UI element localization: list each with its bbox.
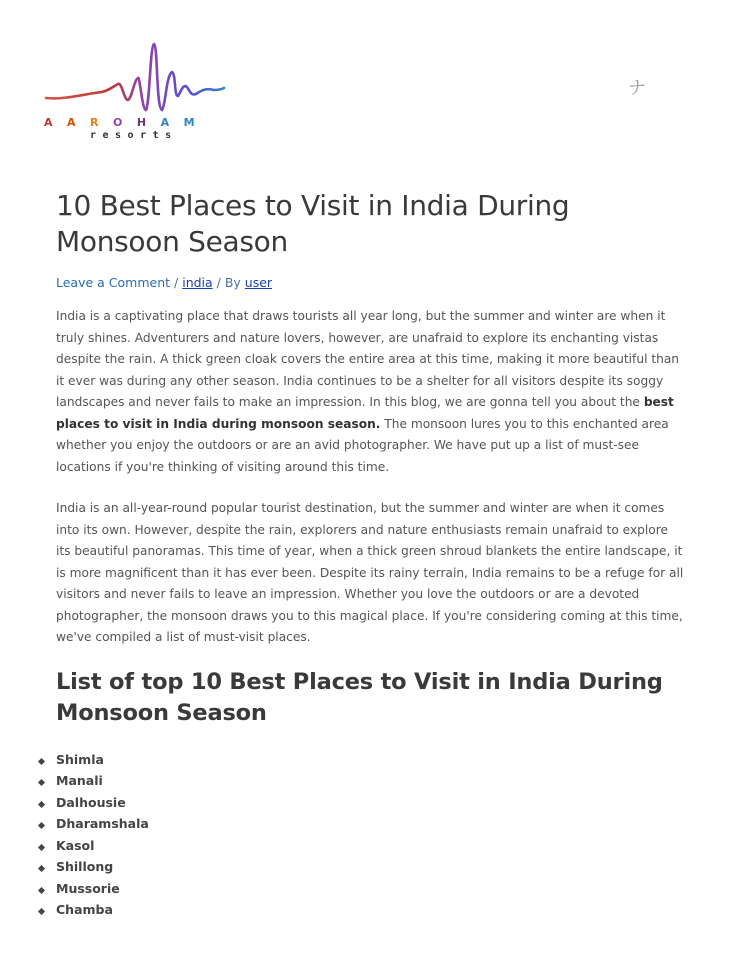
intro-paragraph: India is a captivating place that draws tourists all year long, but the summer and winter are when it truly shines. Adventurers and nature lovers, however, are unafraid to explore its enchanting vistas despite the rain. A thick green cloak covers the entire area at this time, making it more beautiful than it ever was during any other season. India continues to be a shelter for all visitors despite its soggy landscapes and never fails to make an impression. In this blog, we are gonna tell you about the best places to visit in India during monsoon season. The monsoon lures you to this enchanted area whether you enjoy the outdoors or are an avid photographer. We have put up a list of must-see locations if you're thinking of visiting around this time.: [56, 309, 680, 474]
bullet-icon: [38, 843, 45, 850]
list-item: Manali: [56, 770, 686, 792]
list-item: Chamba: [56, 899, 686, 921]
site-header: [0, 0, 741, 170]
author-link[interactable]: user: [244, 275, 273, 290]
logo-wordmark: AAROHAM: [44, 116, 210, 129]
leave-comment-link[interactable]: Leave a Comment: [56, 275, 171, 290]
aaroham-logo[interactable]: [44, 40, 226, 144]
list-heading: List of top 10 Best Places to Visit in India During Monsoon Season: [56, 668, 663, 726]
bullet-icon: [38, 886, 45, 893]
list-item: Dalhousie: [56, 792, 686, 814]
page-title: 10 Best Places to Visit in India During Monsoon Season: [56, 189, 570, 258]
menu-toggle-icon[interactable]: ナ: [628, 78, 646, 99]
meta-separator: /: [170, 275, 183, 290]
category-link[interactable]: india: [182, 275, 213, 290]
bullet-icon: [38, 757, 45, 764]
intro-emphasis: best places to visit in India during monsoon season.: [56, 395, 674, 431]
list-item: Dharamshala: [56, 813, 686, 835]
logo-wave-graphic: [44, 40, 226, 116]
bullet-icon: [38, 822, 45, 829]
logo-subtitle: resorts: [90, 130, 178, 141]
second-paragraph: India is an all-year-round popular tourist destination, but the summer and winter are when it comes into its own. However, despite the rain, explorers and nature enthusiasts remain unafraid to explore its beautiful panoramas. This time of year, when a thick green shroud blankets the entire landscape, it is more magnificent than it has ever been. Despite its rainy terrain, India remains to be a refuge for all visitors and never fails to leave an impression. Whether you love the outdoors or are a devoted photographer, the monsoon draws you to this magical place. If you're considering coming at this time, we've compiled a list of must-visit places.: [56, 501, 684, 644]
list-item: Shimla: [56, 749, 686, 771]
bullet-icon: [38, 800, 45, 807]
article-content: [56, 188, 686, 921]
meta-by: / By: [212, 275, 245, 290]
post-meta: [56, 274, 686, 292]
list-item: Kasol: [56, 835, 686, 857]
places-list: [56, 749, 686, 921]
bullet-icon: [38, 865, 45, 872]
bullet-icon: [38, 779, 45, 786]
list-item: Mussorie: [56, 878, 686, 900]
list-item: Shillong: [56, 856, 686, 878]
bullet-icon: [38, 908, 45, 915]
